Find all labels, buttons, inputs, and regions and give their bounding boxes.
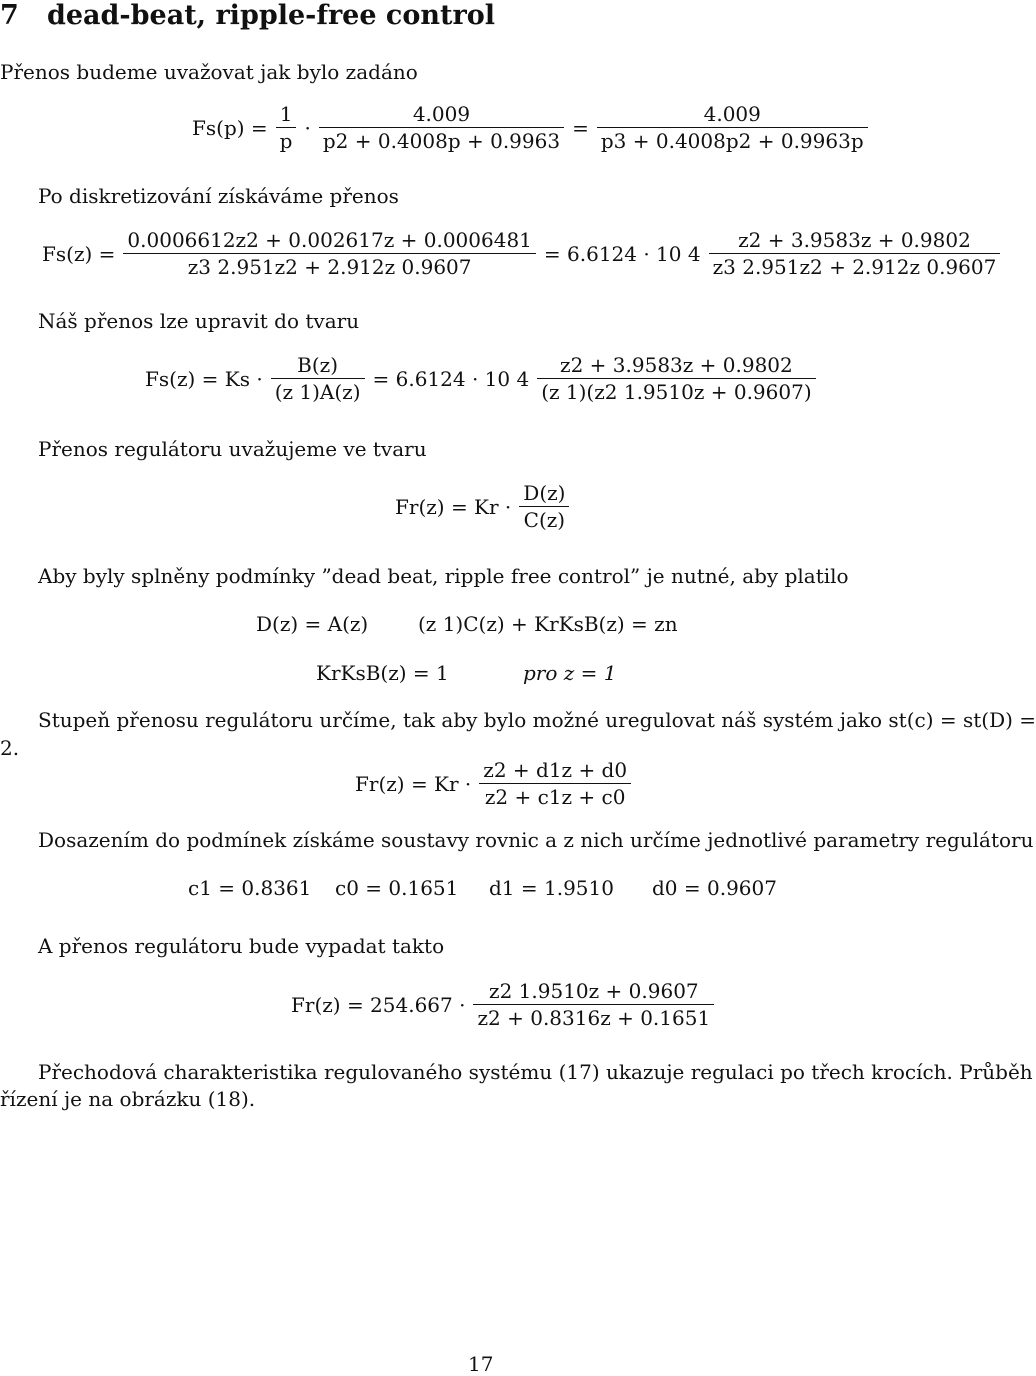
eq2-f1-den: z3 2.951z2 + 2.912z 0.9607 [187, 255, 472, 279]
paragraph-degree: Stupeň přenosu regulátoru určíme, tak aby bylo možné uregulovat náš systém jako st(c) = st(D) = [38, 708, 1036, 732]
param-d0: d0 = 0.9607 [652, 876, 777, 900]
eq2-f2-den: z3 2.951z2 + 2.912z 0.9607 [712, 255, 997, 279]
eq2-fraction-1 [123, 229, 535, 278]
eq6-fraction [479, 759, 631, 808]
paragraph-reform: Náš přenos lze upravit do tvaru [38, 309, 360, 333]
eq4-num: D(z) [519, 482, 569, 507]
paragraph-degree-cont: 2. [0, 736, 20, 760]
eq2-f1-num: 0.0006612z2 + 0.002617z + 0.0006481 [123, 229, 535, 254]
eq3-fraction-2 [537, 354, 815, 403]
paragraph-discretization: Po diskretizování získáváme přenos [38, 184, 399, 208]
eq3-mid: = 6.6124 · 10 4 [372, 366, 530, 391]
equation-regulator-form [395, 482, 569, 531]
eq2-fraction-2 [709, 229, 1001, 278]
eq3-f1-num: B(z) [271, 354, 365, 379]
eq1-lhs: Fs(p) = [192, 115, 268, 140]
eq2-mid: = 6.6124 · 10 4 [543, 241, 701, 266]
eq1-f3-num: 4.009 [597, 103, 868, 128]
eq1-equals: = [572, 115, 589, 140]
eq6-den: z2 + c1z + c0 [484, 785, 626, 809]
eq6-num: z2 + d1z + d0 [479, 759, 631, 784]
eq5-condition-d: pro z = 1 [523, 661, 617, 685]
equation-factored-transfer [145, 354, 816, 403]
section-number: 7 [0, 0, 19, 31]
equation-final-regulator [291, 980, 714, 1029]
equation-continuous-transfer [192, 103, 868, 152]
paragraph-final-regulator: A přenos regulátoru bude vypadat takto [38, 934, 445, 958]
eq3-f1-den: (z 1)A(z) [274, 380, 361, 404]
param-d1: d1 = 1.9510 [489, 876, 614, 900]
eq3-f2-den: (z 1)(z2 1.9510z + 0.9607) [541, 380, 812, 404]
paragraph-regulator: Přenos regulátoru uvažujeme ve tvaru [38, 437, 427, 461]
param-c0: c0 = 0.1651 [335, 876, 459, 900]
eq1-fraction-3 [597, 103, 868, 152]
eq8-num: z2 1.9510z + 0.9607 [473, 980, 714, 1005]
eq1-f1-num: 1 [276, 103, 297, 128]
eq1-f3-den: p3 + 0.4008p2 + 0.9963p [600, 129, 864, 153]
paragraph-step-response-cont: řízení je na obrázku (18). [0, 1087, 256, 1111]
eq2-f2-num: z2 + 3.9583z + 0.9802 [709, 229, 1001, 254]
eq4-lhs: Fr(z) = Kr · [395, 494, 512, 519]
paragraph-substitution: Dosazením do podmínek získáme soustavy rovnic a z nich určíme jednotlivé parametry regulátoru [38, 828, 1034, 852]
paragraph-conditions: Aby byly splněny podmínky ”dead beat, ripple free control” je nutné, aby platilo [38, 564, 849, 588]
eq5-condition-a: D(z) = A(z) [256, 612, 369, 636]
eq3-lhs: Fs(z) = Ks · [145, 366, 263, 391]
paragraph-intro: Přenos budeme uvažovat jak bylo zadáno [0, 60, 418, 84]
eq4-den: C(z) [523, 508, 566, 532]
equation-regulator-polynomial [355, 759, 631, 808]
eq4-fraction [519, 482, 569, 531]
eq8-fraction [473, 980, 714, 1029]
section-heading [0, 0, 495, 31]
eq2-lhs: Fs(z) = [42, 241, 116, 266]
eq1-f2-num: 4.009 [319, 103, 564, 128]
eq3-f2-num: z2 + 3.9583z + 0.9802 [537, 354, 815, 379]
paragraph-step-response: Přechodová charakteristika regulovaného systému (17) ukazuje regulaci po třech krocích. Průběh [38, 1060, 1033, 1084]
eq1-fraction-1 [276, 103, 297, 152]
eq8-lhs: Fr(z) = 254.667 · [291, 992, 466, 1017]
param-c1: c1 = 0.8361 [188, 876, 312, 900]
eq3-fraction-1 [271, 354, 365, 403]
page-number: 17 [468, 1352, 494, 1376]
eq1-fraction-2 [319, 103, 564, 152]
section-title: dead-beat, ripple-free control [47, 0, 495, 31]
eq1-f2-den: p2 + 0.4008p + 0.9963 [322, 129, 561, 153]
eq5-condition-c: KrKsB(z) = 1 [316, 661, 449, 685]
eq1-dot: · [304, 115, 311, 140]
eq8-den: z2 + 0.8316z + 0.1651 [477, 1006, 711, 1030]
eq6-lhs: Fr(z) = Kr · [355, 771, 472, 796]
equation-discrete-transfer [42, 229, 1000, 278]
eq1-f1-den: p [279, 129, 293, 153]
eq5-condition-b: (z 1)C(z) + KrKsB(z) = zn [418, 612, 678, 636]
